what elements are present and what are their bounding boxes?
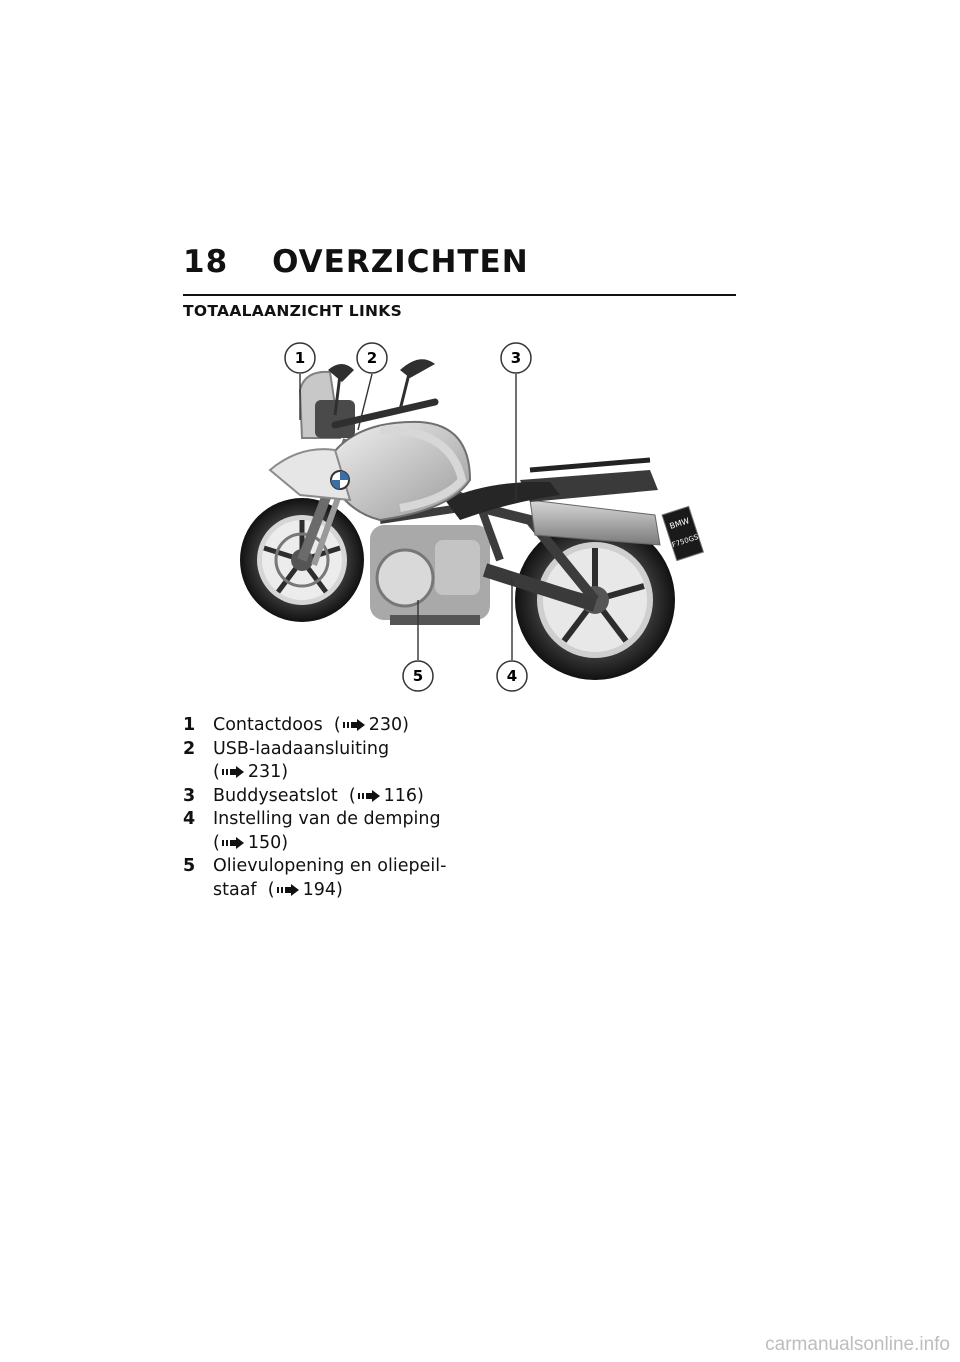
chapter-number: 18 (183, 244, 229, 280)
page-ref-number: 150) (247, 832, 289, 853)
page-ref[interactable]: ( 194) (262, 879, 343, 900)
page-reference-arrow-icon (277, 884, 299, 896)
callout-2-label: 2 (366, 349, 378, 367)
legend-item-3 (183, 785, 483, 809)
page-reference-arrow-icon (343, 719, 365, 731)
page-ref[interactable]: ( 150) (213, 832, 289, 853)
header-rule (183, 294, 736, 296)
callout-2 (357, 343, 387, 373)
legend-text (213, 738, 389, 785)
chapter-title: OVERZICHTEN (272, 244, 529, 280)
legend (183, 714, 483, 902)
page-ref-number: 230) (368, 715, 409, 735)
callout-1-label: 1 (294, 349, 306, 367)
callout-5-label: 5 (412, 667, 424, 685)
callout-5 (403, 661, 433, 691)
plate-brand: BMW (668, 516, 691, 531)
legend-number: 5 (183, 856, 196, 876)
legend-number: 1 (183, 715, 196, 735)
page-ref[interactable]: ( 231) (213, 762, 289, 782)
callout-4 (497, 661, 527, 691)
callout-3 (501, 343, 531, 373)
legend-item-4 (183, 808, 483, 855)
motorcycle-figure (230, 330, 710, 700)
legend-label: Instelling van de demping (213, 809, 441, 829)
page-ref[interactable]: ( 116) (343, 785, 424, 806)
legend-item-1 (183, 714, 483, 738)
page-reference-arrow-icon (358, 790, 380, 802)
legend-text (213, 785, 424, 809)
license-plate (662, 506, 704, 560)
callout-3-label: 3 (510, 349, 522, 367)
chapter-header (183, 244, 529, 280)
engine (370, 525, 490, 625)
legend-label-continued: staaf (213, 879, 257, 900)
page-ref-number: 231) (247, 762, 289, 782)
legend-label: Buddyseatslot (213, 785, 338, 806)
watermark: carmanualsonline.info (765, 1334, 950, 1355)
page-reference-arrow-icon (222, 766, 244, 778)
callout-4-label: 4 (506, 667, 518, 685)
legend-number: 3 (183, 785, 196, 806)
page-ref-number: 194) (302, 879, 343, 900)
section-title: TOTAALAANZICHT LINKS (183, 302, 403, 320)
motorcycle-illustration (230, 330, 710, 700)
page-reference-arrow-icon (222, 837, 244, 849)
legend-text (213, 808, 441, 855)
legend-text (213, 714, 409, 738)
callout-1 (285, 343, 315, 373)
legend-label: USB-laadaansluiting (213, 738, 390, 759)
legend-label: Contactdoos (213, 715, 323, 735)
plate-text: F750GS (671, 533, 700, 550)
page-ref[interactable]: ( 230) (328, 715, 409, 735)
legend-label: Olievulopening en oliepeil- (213, 856, 447, 876)
legend-number: 4 (183, 809, 196, 829)
legend-number: 2 (183, 738, 196, 759)
legend-item-2 (183, 738, 483, 785)
legend-text (213, 855, 446, 902)
legend-item-5 (183, 855, 483, 902)
page-ref-number: 116) (383, 785, 424, 806)
